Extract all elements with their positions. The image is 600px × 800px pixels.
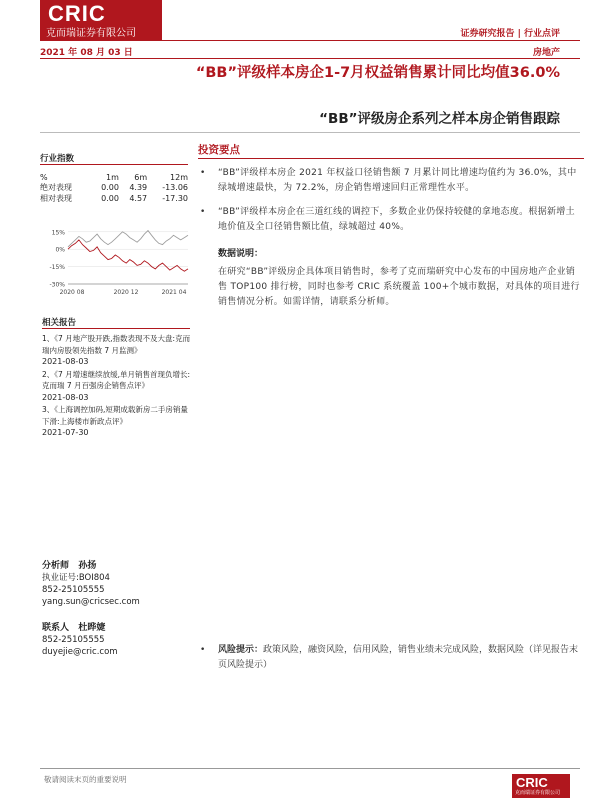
title-rule: [40, 132, 580, 133]
table-row: [40, 182, 188, 193]
contact-block: [42, 622, 118, 658]
index-label: 行业指数: [40, 154, 75, 164]
x-tick-label: 2021 04: [161, 289, 187, 296]
table-header-cell: 1m: [106, 172, 119, 182]
bullet-icon: •: [200, 168, 206, 178]
header-rule-2: [40, 58, 580, 59]
y-tick-label: -15%: [49, 264, 65, 272]
related-rule: [42, 328, 190, 329]
table-cell: 4.39: [129, 183, 148, 192]
table-cell: 4.57: [129, 194, 148, 203]
x-tick-label: 2020 12: [113, 289, 139, 296]
table-row: [40, 172, 188, 182]
report-subtitle: “BB”评级房企系列之样本房企销售跟踪: [319, 111, 560, 127]
table-cell: 相对表现: [40, 194, 72, 203]
report-date: 2021-08-03: [42, 392, 89, 402]
index-rule: [40, 164, 188, 165]
list-item[interactable]: [42, 369, 192, 404]
report-date: 2021-08-03: [42, 357, 89, 366]
bullet-text: “BB”评级样本房企在三道红线的调控下，多数企业仍保持较健的拿地态度。根据新增土地价值及全口径销售额比值，绿城超过 40%。: [218, 207, 575, 232]
company-logo: [40, 0, 162, 40]
analyst-cert: 执业证号:BOI804: [42, 573, 110, 583]
bullet-icon: •: [200, 207, 206, 217]
report-date: 2021 年 08 月 03 日: [40, 48, 133, 58]
index-chart: [42, 222, 190, 302]
footer-logo-text: CRIC: [516, 775, 548, 790]
x-tick-label: 2020 08: [59, 289, 85, 296]
table-cell: -17.30: [162, 194, 188, 203]
list-item[interactable]: [42, 333, 192, 368]
series-line-1: [68, 231, 188, 247]
contact-name: 杜晔婕: [78, 623, 106, 633]
footer-notice: 敬请阅读末页的重要说明: [44, 775, 127, 784]
report-link[interactable]: 2、《7 月增速继续放缓,单月销售首现负增长:克而瑞 7 月百强房企销售点评》: [42, 369, 191, 390]
report-date: 2021-07-30: [42, 428, 89, 437]
analyst-email[interactable]: yang.sun@cricsec.com: [42, 597, 140, 607]
y-tick-label: 15%: [51, 229, 65, 237]
table-cell: 0.00: [101, 194, 119, 203]
footer-rule: [40, 768, 580, 769]
header-rule: [40, 40, 580, 41]
table-header-cell: %: [40, 172, 48, 182]
analyst-role: 分析师: [42, 561, 70, 571]
invest-bullet-2: [200, 205, 584, 235]
related-reports: [42, 333, 192, 440]
list-item[interactable]: [42, 404, 192, 439]
contact-email[interactable]: duyejie@cric.com: [42, 647, 118, 657]
footer-logo-subtext: 克而瑞证券有限公司: [515, 790, 561, 796]
bullet-text: “BB”评级样本房企 2021 年权益口径销售额 7 月累计同比增速均值约为 36.0%，其中绿城增速最快，为 72.2%，房企销售增速回归正常理性水平。: [218, 168, 577, 193]
bullet-icon: •: [200, 645, 206, 655]
table-cell: -13.06: [162, 183, 188, 192]
invest-rule: [198, 158, 584, 159]
risk-block: [200, 643, 584, 673]
invest-heading: 投资要点: [198, 144, 240, 156]
risk-label: 风险提示：: [218, 645, 264, 655]
table-row: [40, 193, 188, 204]
report-link[interactable]: 1、《7 月地产股开跌,指数表现不及大盘:克而瑞内房股领先指数 7 月监测》: [42, 334, 191, 355]
contact-phone: 852-25105555: [42, 635, 105, 645]
contact-name-line: [42, 622, 118, 634]
y-tick-label: 0%: [55, 246, 65, 254]
footer-logo: [512, 774, 570, 798]
report-title: “BB”评级样本房企1-7月权益销售累计同比均值36.0%: [195, 65, 560, 81]
index-table: [40, 172, 188, 204]
logo-text: CRIC: [48, 1, 106, 26]
table-header-cell: 6m: [134, 172, 148, 182]
table-header-cell: 12m: [170, 172, 188, 182]
y-tick-label: -30%: [49, 281, 65, 289]
risk-text: 政策风险，融资风险，信用风险，销售业绩未完成风险，数据风险（详见报告末页风险提示）: [218, 645, 579, 670]
report-link[interactable]: 3、《上海调控加码,短期成载新房二手房销量下滑:上海楼市新政点评》: [42, 405, 188, 426]
report-type: 证券研究报告 | 行业点评: [460, 29, 560, 39]
sector-label: 房地产: [532, 48, 560, 58]
invest-bullet-1: [200, 166, 584, 196]
contact-role: 联系人: [42, 623, 70, 633]
data-heading: 数据说明：: [218, 249, 264, 259]
analyst-block: [42, 560, 140, 608]
logo-subtext: 克而瑞证券有限公司: [46, 28, 136, 39]
table-cell: 绝对表现: [40, 183, 72, 192]
analyst-name: 孙扬: [78, 561, 97, 571]
analyst-phone: 852-25105555: [42, 585, 105, 595]
data-paragraph: 在研究“BB”评级房企具体项目销售时，参考了克而瑞研究中心发布的中国房地产企业销售 TOP100 排行榜，同时也参考 CRIC 系统覆盖 100+个城市数据，对具体的项目进行销售情况分析。如需详情，请联系分析师。: [218, 267, 580, 307]
analyst-name-line: [42, 560, 140, 572]
table-cell: 0.00: [101, 183, 119, 192]
related-label: 相关报告: [42, 318, 77, 328]
